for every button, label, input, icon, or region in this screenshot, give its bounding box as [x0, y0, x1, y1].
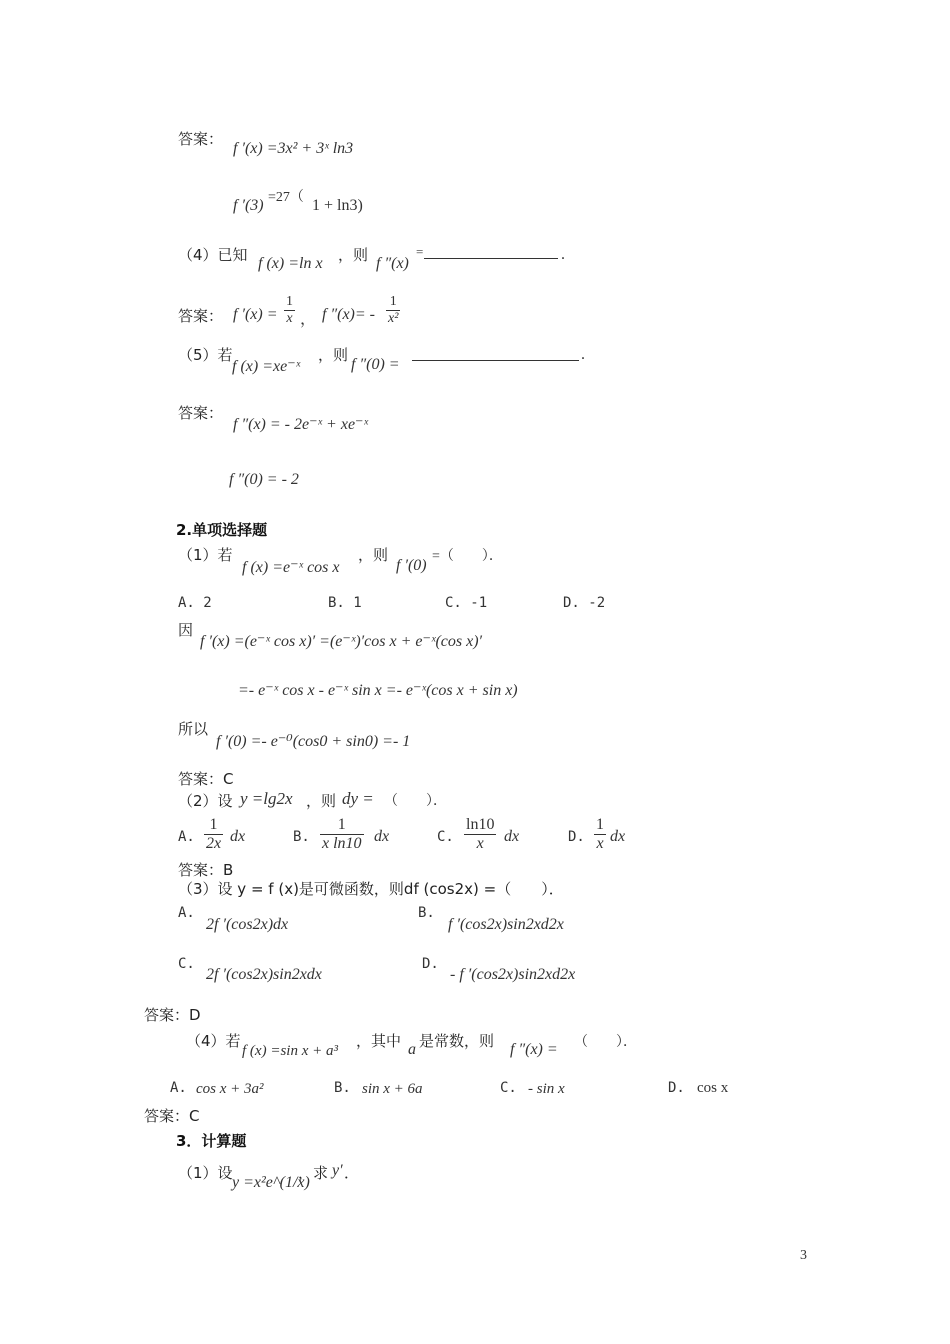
- s2-q2-option-d-label: D.: [568, 829, 585, 845]
- s2-q2-paren: （ ）．: [384, 794, 447, 809]
- q4-answer-frac2: $\frac{1}{\text{x²}}$: [388, 294, 399, 326]
- s2-q1-because: 因: [178, 621, 194, 639]
- s2-q2-option-c-dx: dx: [504, 828, 520, 845]
- s3-q1-target: y′: [332, 1162, 343, 1179]
- s2-q4-option-c-label: C.: [500, 1080, 517, 1096]
- s2-q4-function: f (x) =sin x + a³: [242, 1043, 338, 1059]
- s2-q1-paren: =（ ）．: [432, 549, 503, 564]
- s2-q1-therefore: 所以: [178, 720, 209, 738]
- s2-q4-mid: ，其中: [356, 1032, 402, 1050]
- s2-q4-option-b-label: B.: [334, 1080, 351, 1096]
- q4-equals: =: [416, 244, 424, 259]
- s2-q3-option-d-label: D.: [422, 956, 439, 972]
- section-heading-calculation: 3．计算题: [176, 1132, 247, 1150]
- s2-q1-function: f (x) =e⁻ˣ cos x: [242, 559, 340, 576]
- s2-q3-option-a: 2f ′(cos2x)dx: [206, 916, 289, 933]
- q3-answer-line2c: 1 + ln3): [312, 197, 363, 214]
- s2-q4-answer: 答案：C: [144, 1107, 200, 1125]
- s2-q4-constant: a: [408, 1041, 416, 1058]
- s2-q1-work3: f ′(0) =- e⁻⁰(cos0 + sin0) =- 1: [216, 733, 411, 750]
- s2-q3-option-d: - f ′(cos2x)sin2xd2x: [450, 966, 576, 983]
- s2-q3-option-b-label: B.: [418, 905, 435, 921]
- q4-period: .: [561, 246, 565, 263]
- s2-q2-prefix: （2）设: [178, 792, 233, 810]
- s2-q4-prefix: （4）若: [186, 1032, 241, 1050]
- q4-target: f ″(x): [376, 255, 409, 272]
- q5-target: f ″(0) =: [351, 356, 400, 373]
- s2-q3-option-c-label: C.: [178, 956, 195, 972]
- q4-answer-frac1: $\frac{1}{x}$: [286, 294, 293, 326]
- s2-q2-answer: 答案：B: [178, 861, 234, 879]
- s2-q1-option-a: A. 2: [178, 595, 212, 611]
- s2-q1-target: f ′(0): [396, 557, 427, 574]
- s2-q2-mid: ，则: [306, 792, 337, 810]
- s2-q3-option-b: f ′(cos2x)sin2xd2x: [448, 916, 564, 933]
- s2-q4-option-c: - sin x: [528, 1081, 565, 1097]
- s2-q3-text: （3）设 y = f (x)是可微函数，则df (cos2x) =（ ）．: [178, 880, 564, 898]
- s2-q1-option-b: B. 1: [328, 595, 362, 611]
- s2-q2-option-a-label: A.: [178, 829, 195, 845]
- s2-q2-option-b-frac: $\frac{1}{\text{x ln10}}$: [322, 816, 362, 852]
- s2-q2-option-c-frac: $\frac{\ln 10}{x}$: [466, 816, 495, 852]
- q4-function: f (x) =ln x: [258, 255, 323, 272]
- s2-q4-target: f ″(x) =: [510, 1041, 558, 1058]
- s2-q4-option-d: cos x: [697, 1080, 729, 1096]
- s2-q4-option-b: sin x + 6a: [362, 1081, 423, 1097]
- s2-q2-option-a-dx: dx: [230, 828, 246, 845]
- s2-q2-target: dy =: [342, 789, 374, 808]
- s2-q1-answer: 答案：C: [178, 770, 234, 788]
- s2-q2-option-d-frac: $\frac{1}{x}$: [596, 816, 604, 852]
- s2-q2-option-b-dx: dx: [374, 828, 390, 845]
- page-number: 3: [800, 1248, 807, 1263]
- q3-answer-line2b: =27（: [268, 190, 304, 205]
- q4-answer-sep: ，: [300, 311, 317, 328]
- answer-label: 答案：: [178, 130, 224, 148]
- q5-answer-line1: f ″(x) = - 2e⁻ˣ + xe⁻ˣ: [233, 416, 369, 433]
- q4-answer-blank: [424, 246, 558, 259]
- s2-q4-mid2: 是常数，则: [419, 1032, 495, 1050]
- q5-answer-blank: [412, 348, 579, 361]
- s2-q1-work1: f ′(x) =(e⁻ˣ cos x)′ =(e⁻ˣ)′cos x + e⁻ˣ(cos x)′: [200, 633, 483, 650]
- s3-q1-mid: ，求: [298, 1164, 329, 1182]
- answer-label: 答案：: [178, 307, 224, 325]
- s2-q1-work2: =- e⁻ˣ cos x - e⁻ˣ sin x =- e⁻ˣ(cos x + sin x): [238, 682, 518, 699]
- s2-q2-option-c-label: C.: [437, 829, 454, 845]
- s2-q4-option-a-label: A.: [170, 1080, 187, 1096]
- q3-answer-line2a: f ′(3): [233, 197, 264, 214]
- q5-prefix: （5）若: [178, 346, 233, 364]
- q5-mid: ，则: [318, 346, 349, 364]
- s2-q1-option-d: D. -2: [563, 595, 606, 611]
- s3-q1-end: ．: [344, 1164, 360, 1182]
- q5-answer-line2: f ″(0) = - 2: [229, 471, 299, 488]
- s2-q2-option-a-frac: $\frac{1}{2x}$: [206, 816, 222, 852]
- s2-q4-paren: （ ）．: [574, 1035, 637, 1050]
- s3-q1-expr: y =x²e^(1/x): [232, 1174, 310, 1191]
- answer-label: 答案：: [178, 404, 224, 422]
- q5-period: .: [581, 346, 585, 363]
- q4-prefix: （4）已知: [178, 246, 248, 264]
- section-heading-multiple-choice: 2.单项选择题: [176, 521, 268, 539]
- s2-q1-prefix: （1）若: [178, 546, 233, 564]
- q4-answer-b: f ″(x)= -: [322, 306, 375, 323]
- s3-q1-prefix: （1）设: [178, 1164, 233, 1182]
- s2-q4-option-a: cos x + 3a²: [196, 1081, 264, 1097]
- q3-answer-line1: f ′(x) =3x² + 3ˣ ln3: [233, 140, 354, 157]
- s2-q1-option-c: C. -1: [445, 595, 488, 611]
- s2-q2-expr: y =lg2x: [240, 789, 293, 808]
- q4-answer-a: f ′(x) =: [233, 306, 278, 323]
- s2-q2-option-d-dx: dx: [610, 828, 626, 845]
- q4-mid: ，则: [338, 246, 369, 264]
- s2-q3-answer: 答案：D: [144, 1006, 201, 1024]
- s2-q4-option-d-label: D.: [668, 1080, 685, 1096]
- s2-q3-option-a-label: A.: [178, 905, 195, 921]
- q5-function: f (x) =xe⁻ˣ: [232, 358, 301, 375]
- s2-q2-option-b-label: B.: [293, 829, 310, 845]
- s2-q1-mid: ，则: [358, 546, 389, 564]
- s2-q3-option-c: 2f ′(cos2x)sin2xdx: [206, 966, 322, 983]
